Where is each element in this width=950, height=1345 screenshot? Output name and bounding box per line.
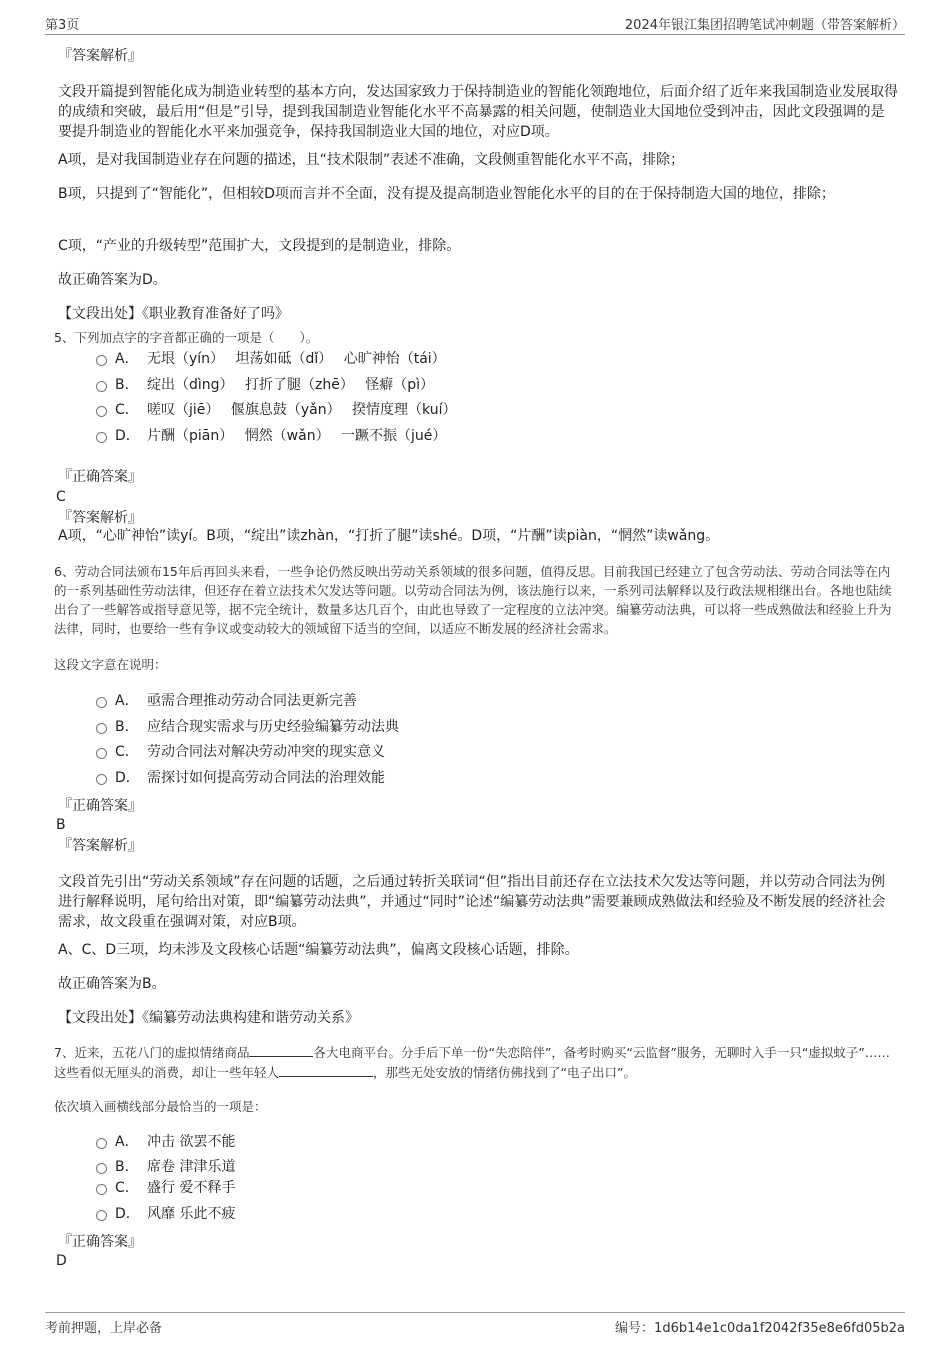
page-number: 第3页 — [45, 18, 80, 33]
q7-option-b[interactable]: B． 席卷 津津乐道 — [96, 1157, 235, 1177]
page-header — [45, 12, 905, 35]
q6-answer: B — [56, 817, 66, 833]
q5-answer-label: 『正确答案』 — [58, 469, 142, 485]
radio-icon[interactable] — [96, 1163, 107, 1174]
q5-answer: C — [56, 489, 66, 505]
q7-option-a[interactable]: A． 冲击 欲罢不能 — [96, 1132, 235, 1152]
q5-option-a[interactable]: A． 无垠（yín） 坦荡如砥（dǐ） 心旷神怡（tái） — [96, 349, 446, 369]
q4-analysis-p4: C项，“产业的升级转型”范围扩大，文段提到的是制造业，排除。 — [58, 238, 461, 254]
q6-analysis-p1: 文段首先引出“劳动关系领域”存在问题的话题，之后通过转折关联词“但”指出目前还存在立法技术欠发达等问题，并以劳动合同法为例进行解释说明，尾句给出对策，即“编纂劳动法典”，并通过“同时”论述“编纂劳动法典”需要兼顾成熟做法和经验及不断发展的经济社会需求，故文段重在强调对策，对应B项。 — [58, 874, 886, 930]
q6-option-a[interactable]: A． 亟需合理推动劳动合同法更新完善 — [96, 691, 357, 711]
q4-analysis-p3: B项，只提到了“智能化”，但相较D项而言并不全面，没有提及提高制造业智能化水平的目的在于保持制造大国的地位，排除； — [58, 186, 835, 202]
radio-icon[interactable] — [96, 1210, 107, 1221]
radio-icon[interactable] — [96, 697, 107, 708]
radio-icon[interactable] — [96, 406, 107, 417]
q4-analysis-p1: 文段开篇提到智能化成为制造业转型的基本方向，发达国家致力于保持制造业的智能化领跑地位，后面介绍了近年来我国制造业发展取得的成绩和突破，最后用“但是”引导，提到我国制造业智能化水平不高暴露的相关问题，使制造业大国地位受到冲击，因此文段强调的是要提升制造业的智能化水平来加强竞争，保持我国制造业大国的地位，对应D项。 — [58, 84, 898, 140]
radio-icon[interactable] — [96, 1184, 107, 1195]
q6-analysis-label: 『答案解析』 — [58, 838, 142, 854]
page-footer — [45, 1312, 905, 1337]
radio-icon[interactable] — [96, 1138, 107, 1149]
radio-icon[interactable] — [96, 774, 107, 785]
document-title: 2024年银江集团招聘笔试冲刺题（带答案解析） — [624, 18, 905, 33]
document-code: 编号：1d6b14e1c0da1f2042f35e8e6fd05b2a — [615, 1321, 905, 1336]
q4-analysis-p2: A项，是对我国制造业存在问题的描述，且“技术限制”表述不准确，文段侧重智能化水平不高，排除； — [58, 152, 685, 168]
radio-icon[interactable] — [96, 723, 107, 734]
q7-blank-1 — [249, 1042, 313, 1057]
q5-option-b[interactable]: B． 绽出（dìng） 打折了腿（zhē） 怪癖（pì） — [96, 375, 434, 395]
footer-slogan: 考前押题，上岸必备 — [45, 1321, 163, 1336]
radio-icon[interactable] — [96, 432, 107, 443]
q7-option-c[interactable]: C． 盛行 爱不释手 — [96, 1178, 235, 1198]
q4-analysis-label: 『答案解析』 — [58, 48, 142, 64]
radio-icon[interactable] — [96, 748, 107, 759]
q6-option-c[interactable]: C． 劳动合同法对解决劳动冲突的现实意义 — [96, 742, 385, 762]
q4-conclusion: 故正确答案为D。 — [58, 272, 167, 288]
q6-option-d[interactable]: D． 需探讨如何提高劳动合同法的治理效能 — [96, 768, 385, 788]
q5-analysis: A项，“心旷神怡”读yí。B项，“绽出”读zhàn，“打折了腿”读shé。D项，“片酬”读piàn，“惘然”读wǎng。 — [58, 528, 720, 544]
q5-stem: 5、下列加点字的字音都正确的一项是（ ）。 — [54, 330, 319, 345]
q7-option-d[interactable]: D． 风靡 乐此不疲 — [96, 1204, 235, 1224]
q4-source: 【文段出处】《职业教育准备好了吗》 — [58, 306, 289, 322]
q7-answer-label: 『正确答案』 — [58, 1234, 142, 1250]
radio-icon[interactable] — [96, 381, 107, 392]
q6-answer-label: 『正确答案』 — [58, 798, 142, 814]
radio-icon[interactable] — [96, 355, 107, 366]
q6-conclusion: 故正确答案为B。 — [58, 976, 166, 992]
q7-blank-2 — [279, 1062, 373, 1077]
q7-stem: 7、近来，五花八门的虚拟情绪商品 各大电商平台。分手后下单一份“失恋陪伴”，备考时购买“云监督”服务，无聊时入手一只“虚拟蚊子”……这些看似无厘头的消费，却让一些年轻人 ，那些无处安放的情绪仿佛找到了“电子出口”。 — [54, 1042, 894, 1082]
q6-source: 【文段出处】《编纂劳动法典构建和谐劳动关系》 — [58, 1010, 359, 1026]
q5-analysis-label: 『答案解析』 — [58, 510, 142, 526]
q7-answer: D — [56, 1253, 67, 1269]
q5-option-c[interactable]: C． 嗟叹（jiē） 偃旗息鼓（yǎn） 揆情度理（kuí） — [96, 400, 456, 420]
q5-option-d[interactable]: D． 片酬（piān） 惘然（wǎn） 一蹶不振（jué） — [96, 426, 446, 446]
q7-question: 依次填入画横线部分最恰当的一项是： — [54, 1099, 267, 1114]
q6-question: 这段文字意在说明： — [54, 657, 167, 672]
q6-option-b[interactable]: B． 应结合现实需求与历史经验编纂劳动法典 — [96, 717, 399, 737]
q6-stem: 6、劳动合同法颁布15年后再回头来看，一些争论仍然反映出劳动关系领域的很多问题，值得反思。目前我国已经建立了包含劳动法、劳动合同法等在内的一系列基础性劳动法律，但还存在着立法技术欠发达等问题。以劳动合同法为例，该法施行以来，一系列司法解释以及行政法规相继出台。各地也陆续出台了一些解答或指导意见等，据不完全统计，数量多达几百个，由此也导致了一定程度的立法冲突。编纂劳动法典，可以将一些成熟做法和经验上升为法律，同时，也要给一些有争议或变动较大的领域留下适当的空间，以适应不断发展的经济社会需求。 — [54, 564, 892, 636]
q6-analysis-p2: A、C、D三项，均未涉及文段核心话题“编纂劳动法典”，偏离文段核心话题，排除。 — [58, 942, 579, 958]
